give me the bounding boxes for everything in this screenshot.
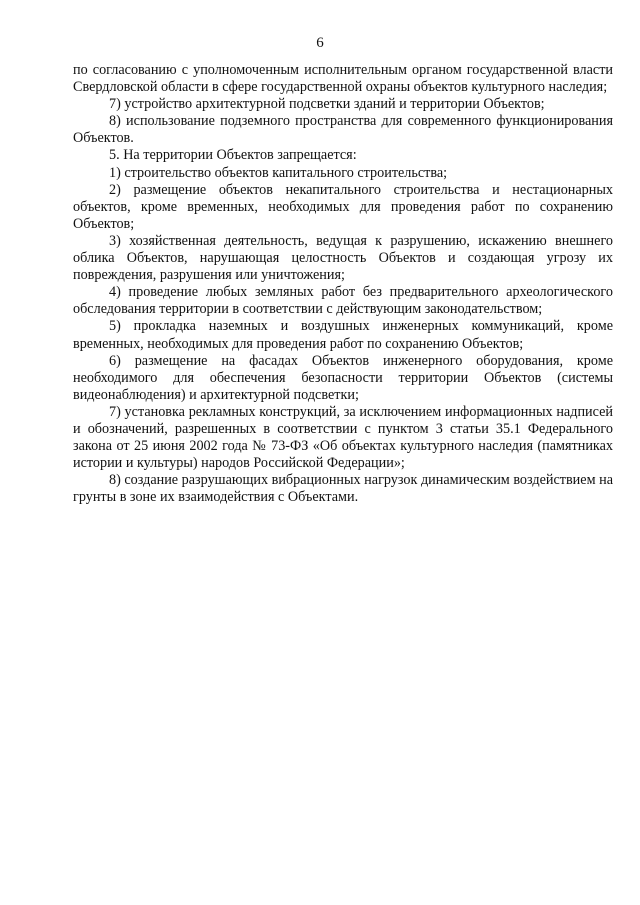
paragraph-prohibited-8: 8) создание разрушающих вибрационных нагрузок динамическим воздействием на грунты в зоне их взаимодействия с Объектами. bbox=[73, 472, 613, 506]
paragraph-continuation: по согласованию с уполномоченным исполнительным органом государственной власти Свердловской области в сфере государственной охраны объектов культурного наследия; bbox=[73, 62, 613, 96]
paragraph-prohibited-4: 4) проведение любых земляных работ без предварительного археологического обследования территории в соответствии с действующим законодательством; bbox=[73, 284, 613, 318]
paragraph-item-7-lighting: 7) устройство архитектурной подсветки зданий и территории Объектов; bbox=[109, 96, 545, 113]
paragraph-prohibited-5: 5) прокладка наземных и воздушных инженерных коммуникаций, кроме временных, необходимых для проведения работ по сохранению Объектов; bbox=[73, 318, 613, 352]
paragraph-prohibited-3: 3) хозяйственная деятельность, ведущая к разрушению, искажению внешнего облика Объектов, нарушающая целостность Объектов и создающая угрозу их повреждения, разрушения или уничтожения; bbox=[73, 232, 613, 284]
paragraph-prohibited-7: 7) установка рекламных конструкций, за исключением информационных надписей и обозначений, разрешенных в соответствии с пунктом 3 статьи 35.1 Федерального закона от 25 июня 2002 года № 73-ФЗ «Об объектах культурного наследия (памятниках истории и культуры) народов Российской Федерации»; bbox=[73, 403, 613, 472]
paragraph-prohibited-2: 2) размещение объектов некапитального строительства и нестационарных объектов, кроме временных, необходимых для проведения работ по сохранению Объектов; bbox=[73, 181, 613, 232]
paragraph-prohibited-1: 1) строительство объектов капитального строительства; bbox=[109, 164, 448, 181]
paragraph-prohibited-6: 6) размещение на фасадах Объектов инженерного оборудования, кроме необходимого для обеспечения безопасности территории Объектов (системы видеонаблюдения) и архитектурной подсветки; bbox=[73, 352, 613, 403]
paragraph-item-8-underground: 8) использование подземного пространства для современного функционирования Объектов. bbox=[73, 113, 613, 147]
paragraph-section-5-heading: 5. На территории Объектов запрещается: bbox=[109, 147, 357, 164]
document-body bbox=[73, 62, 613, 506]
page-number: 6 bbox=[316, 35, 324, 51]
